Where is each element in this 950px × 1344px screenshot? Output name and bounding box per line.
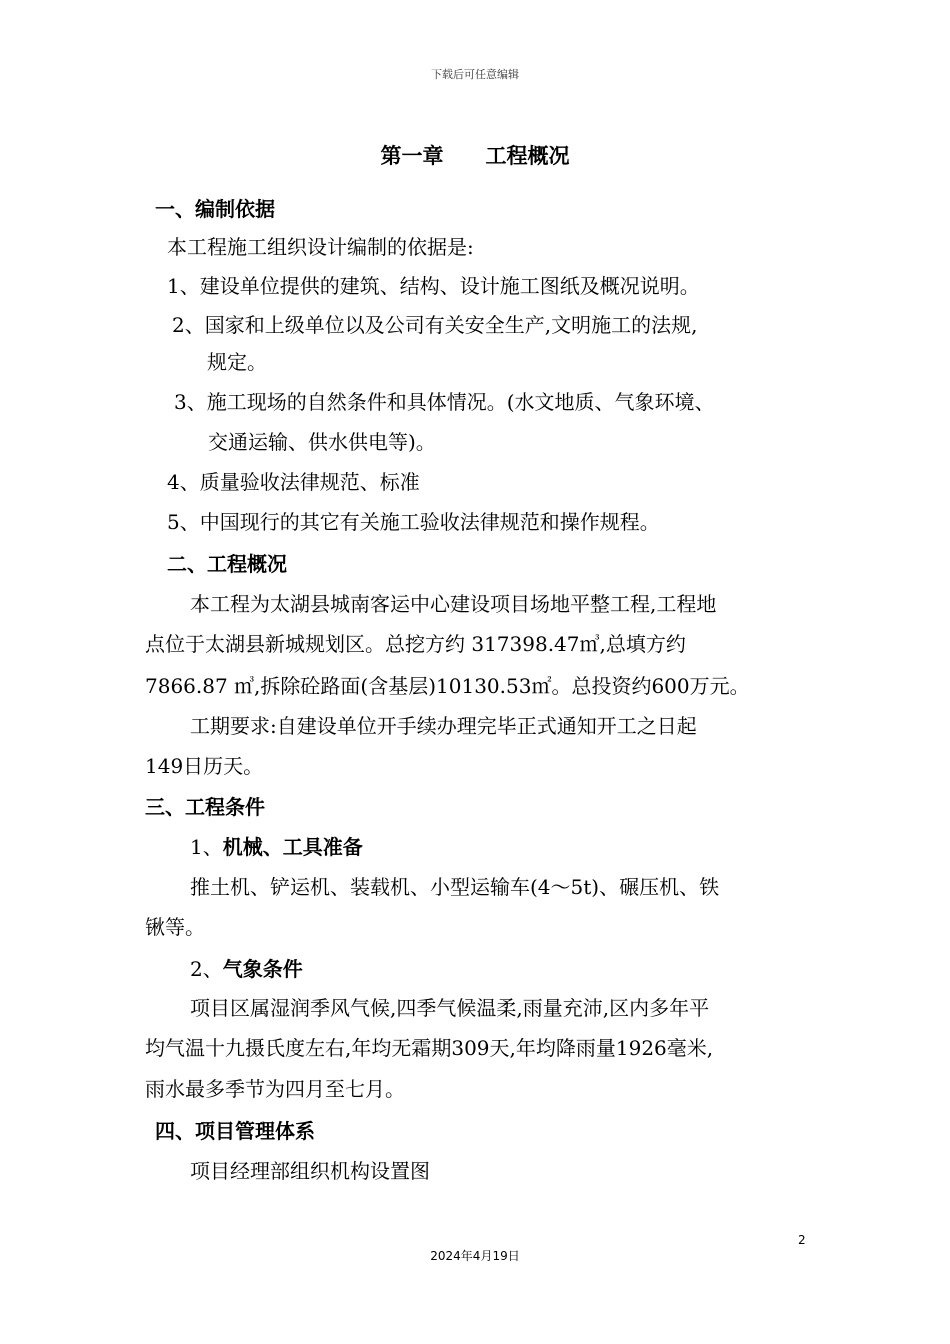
section1-item-2-cont: 规定。: [207, 350, 267, 374]
subsection-machinery: [190, 833, 363, 861]
section1-item-1: 1、建设单位提供的建筑、结构、设计施工图纸及概况说明。: [167, 274, 700, 298]
section1-item-4: 4、质量验收法律规范、标准: [167, 470, 420, 494]
section2-line-2: 点位于太湖县新城规划区。总挖方约 317398.47㎥,总填方约: [145, 632, 686, 656]
machinery-line-2: 锹等。: [145, 915, 205, 939]
footer-date: 2024年4月19日: [430, 1249, 520, 1263]
page-number: 2: [798, 1233, 806, 1247]
section2-line-3: 7866.87 ㎥,拆除砼路面(含基层)10130.53㎡。总投资约600万元。: [145, 674, 750, 698]
subsection-weather-number: 2、: [190, 957, 223, 981]
subsection-machinery-title: 机械、工具准备: [222, 835, 363, 859]
chapter-title: 第一章 工程概况: [380, 144, 570, 168]
header-note: 下载后可任意编辑: [431, 68, 519, 81]
section1-item-5: 5、中国现行的其它有关施工验收法律规范和操作规程。: [167, 510, 660, 534]
section2-line-4: 工期要求:自建设单位开手续办理完毕正式通知开工之日起: [190, 714, 697, 738]
machinery-line-1: 推土机、铲运机、装载机、小型运输车(4～5t)、碾压机、铁: [190, 875, 720, 899]
section-heading-overview: 二、工程概况: [167, 552, 287, 576]
section2-line-1: 本工程为太湖县城南客运中心建设项目场地平整工程,工程地: [190, 592, 717, 616]
section-heading-management: 四、项目管理体系: [155, 1119, 315, 1143]
section2-line-5: 149日历天。: [145, 754, 264, 778]
section1-item-2: 2、国家和上级单位以及公司有关安全生产,文明施工的法规,: [172, 313, 698, 337]
weather-line-2: 均气温十九摄氏度左右,年均无霜期309天,年均降雨量1926毫米,: [145, 1036, 714, 1060]
subsection-weather: [190, 955, 303, 983]
weather-line-1: 项目区属湿润季风气候,四季气候温柔,雨量充沛,区内多年平: [190, 996, 710, 1020]
section-heading-basis: 一、编制依据: [155, 197, 275, 221]
section4-line: 项目经理部组织机构设置图: [190, 1159, 430, 1183]
subsection-weather-title: 气象条件: [222, 957, 303, 981]
section1-item-3-cont: 交通运输、供水供电等)。: [208, 430, 436, 454]
weather-line-3: 雨水最多季节为四月至七月。: [145, 1077, 405, 1101]
subsection-machinery-number: 1、: [190, 835, 223, 859]
section1-intro: 本工程施工组织设计编制的依据是:: [167, 235, 474, 259]
section-heading-conditions: 三、工程条件: [145, 795, 265, 819]
section1-item-3: 3、施工现场的自然条件和具体情况。(水文地质、气象环境、: [174, 390, 715, 414]
